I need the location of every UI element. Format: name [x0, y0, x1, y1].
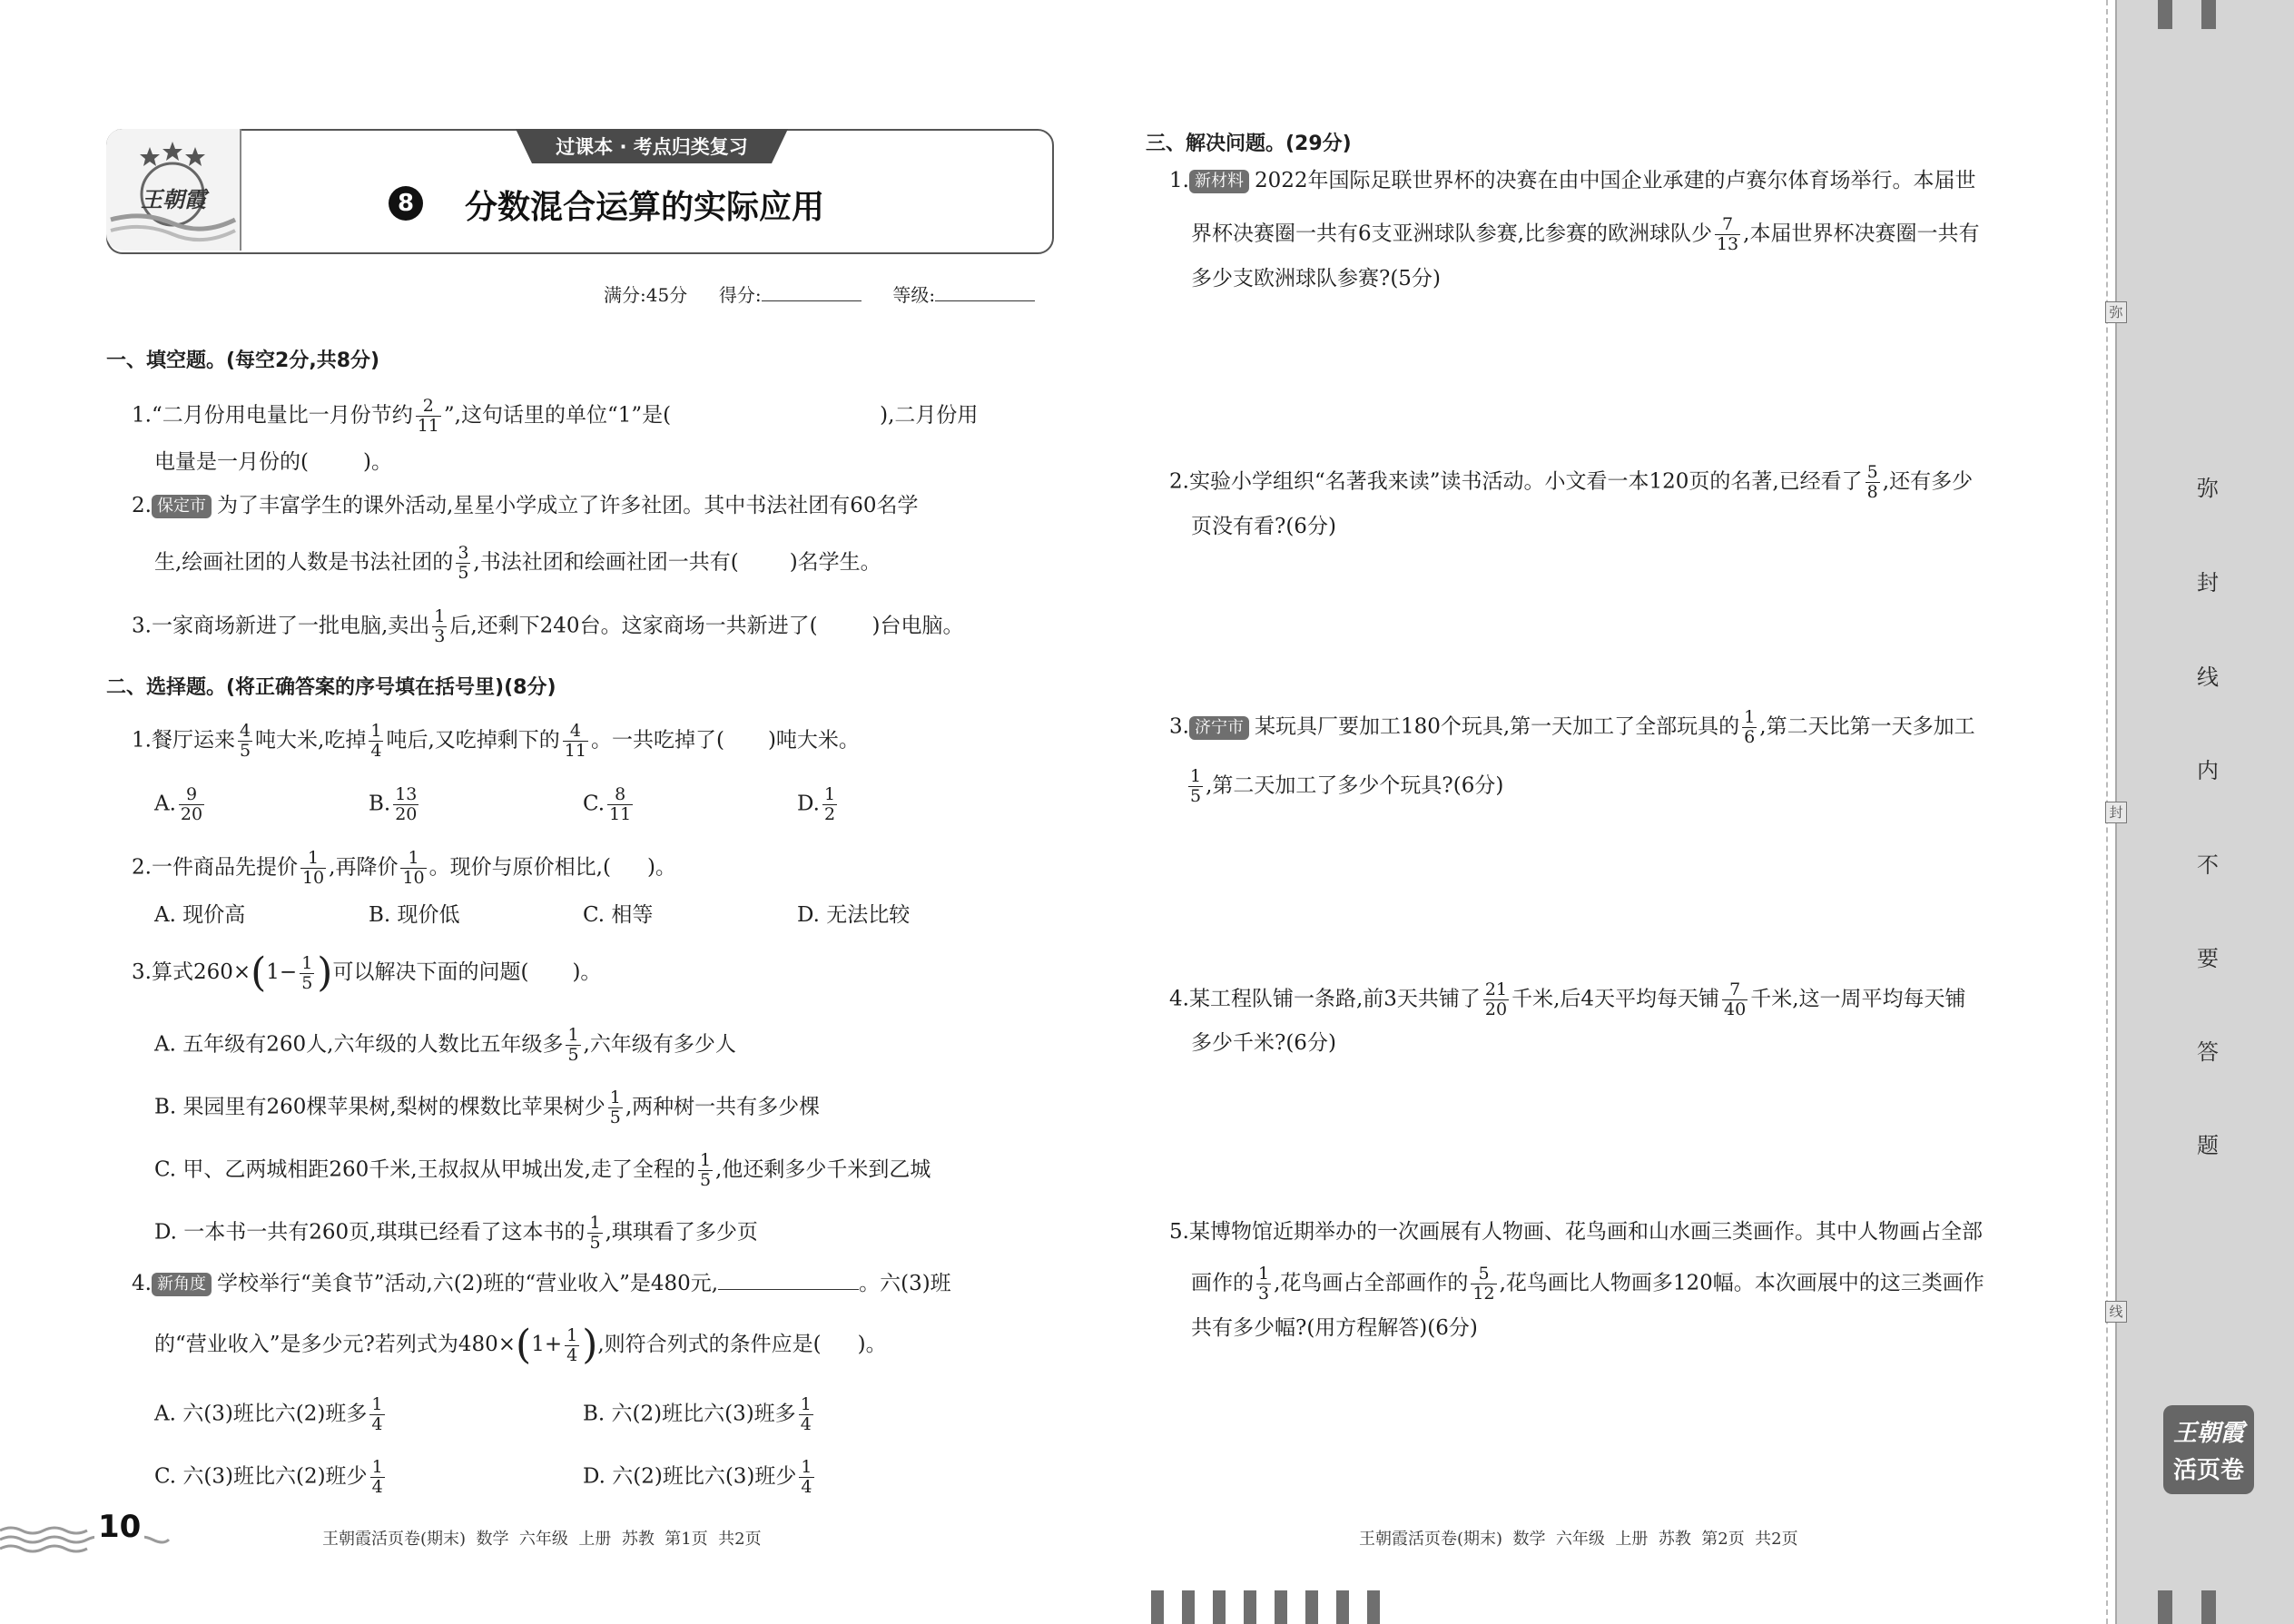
s2-q2 — [132, 849, 676, 888]
s3-q4-text: 千米,这一周平均每天铺 — [1750, 987, 1966, 1011]
section1-title: 一、填空题。(每空2分,共8分) — [106, 349, 380, 372]
s1-q2-line2 — [154, 544, 881, 583]
s1-q1-text: )。 — [362, 450, 392, 474]
s1-q1-text: 1.“二月份用电量比一月份节约 — [132, 403, 413, 428]
s2-q4-text: 学校举行“美食节”活动,六(2)班的“营业收入”是480元, — [216, 1272, 719, 1295]
sidebar-char: 内 — [2197, 758, 2219, 783]
s2-q4-text: )。 — [857, 1333, 887, 1356]
s3-q5-text: ,花鸟画占全部画作的 — [1274, 1271, 1469, 1295]
page-number-wave — [0, 1514, 172, 1563]
sidebar-char: 答 — [2197, 1039, 2219, 1065]
sidebar-char: 线 — [2197, 664, 2219, 690]
brand-logo-top: 王朝霞 — [2172, 1420, 2244, 1447]
fraction: $\frac{5}{12}$ — [1472, 1264, 1495, 1304]
s2-q4-text: 1+ — [531, 1333, 563, 1356]
s3-q3-line1 — [1169, 708, 1975, 747]
s1-q3-text: 3.一家商场新进了一批电脑,卖出 — [132, 614, 430, 638]
s1-q3-text: )台电脑。 — [871, 614, 964, 638]
s2-q4-text: 。六(3)班 — [859, 1272, 951, 1295]
s2-q1-option-b[interactable]: B. $\frac{13}{20}$ — [369, 784, 418, 824]
s2-q2-option-a[interactable]: A. 现价高 — [154, 903, 246, 927]
score-line — [604, 281, 1035, 309]
s2-q2-option-d[interactable]: D. 无法比较 — [797, 903, 911, 927]
question-number: 2. — [132, 494, 152, 517]
s3-q2-line1 — [1169, 463, 1973, 502]
fraction: $\frac{2}{11}$ — [417, 396, 439, 436]
fraction: $\frac{9}{20}$ — [180, 784, 203, 824]
s3-q5-line2 — [1191, 1265, 1984, 1304]
grade-blank[interactable] — [935, 300, 1035, 301]
s3-q4-text: 千米,后4天平均每天铺 — [1511, 987, 1720, 1011]
s3-q5-text: ,花鸟画比人物画多120幅。本次画展中的这三类画作 — [1499, 1271, 1984, 1295]
wave-decoration-icon — [0, 1514, 172, 1560]
fraction: $\frac{1}{5}$ — [301, 952, 313, 993]
registration-bar — [1305, 1590, 1318, 1624]
logo-text: 王朝霞 — [141, 186, 206, 212]
full-score: 满分:45分 — [604, 284, 688, 306]
sidebar-char: 不 — [2197, 852, 2219, 878]
s1-q2-text: 生,绘画社团的人数是书法社团的 — [154, 550, 454, 575]
page-title: 分数混合运算的实际应用 — [465, 189, 825, 226]
fraction: $\frac{1}{5}$ — [609, 1088, 621, 1127]
s2-q1-option-a[interactable]: A. $\frac{9}{20}$ — [154, 784, 203, 824]
s3-q5-line1: 5.某博物馆近期举办的一次画展有人物画、花鸟画和山水画三类画作。其中人物画占全部 — [1169, 1220, 1983, 1244]
fraction: $\frac{1}{2}$ — [823, 784, 836, 824]
lesson-number: 8 — [397, 190, 415, 217]
fraction: $\frac{1}{10}$ — [301, 848, 325, 888]
s1-q2-line1 — [132, 492, 919, 519]
sidebar-char: 弥 — [2197, 476, 2219, 501]
s3-q1-line2 — [1191, 215, 1979, 254]
s3-q3-line2 — [1186, 767, 1503, 806]
fraction: $\frac{1}{5}$ — [589, 1213, 601, 1253]
fraction: $\frac{1}{4}$ — [800, 1394, 812, 1434]
s3-q4-line2: 多少千米?(6分) — [1191, 1031, 1336, 1055]
fraction: $\frac{1}{10}$ — [402, 848, 425, 888]
score-label: 得分: — [718, 284, 762, 306]
s3-q3-text: ,第二天加工了多少个玩具?(6分) — [1206, 773, 1504, 798]
registration-bar — [1151, 1590, 1164, 1624]
s3-q3-text: 某玩具厂要加工180个玩具,第一天加工了全部玩具的 — [1254, 714, 1740, 739]
seal-char: 线 — [2105, 1301, 2127, 1323]
sidebar-char: 题 — [2197, 1133, 2219, 1158]
s1-q1-line2 — [154, 448, 392, 476]
fraction: $\frac{1}{4}$ — [801, 1457, 812, 1497]
bottom-bar — [2201, 1590, 2216, 1624]
footer-right: 王朝霞活页卷(期末) 数学 六年级 上册 苏教 第2页 共2页 — [1359, 1530, 1798, 1549]
s2-q4-option-d[interactable]: D. 六(2)班比六(3)班少 $\frac{1}{4}$ — [583, 1457, 812, 1497]
s3-q1-line3: 多少支欧洲球队参赛?(5分) — [1191, 267, 1441, 290]
s2-q2-text: ,再降价 — [329, 855, 399, 880]
s2-q2-text: 。现价与原价相比,( — [428, 855, 611, 880]
s2-q1 — [132, 722, 860, 761]
fraction: $\frac{1}{3}$ — [434, 606, 446, 646]
top-bar — [2201, 0, 2216, 29]
fraction: $\frac{1}{4}$ — [566, 1324, 578, 1365]
fraction: $\frac{1}{4}$ — [371, 1394, 383, 1434]
fraction: $\frac{1}{5}$ — [1190, 766, 1202, 806]
sidebar-char: 要 — [2197, 946, 2219, 971]
s2-q3-option-c[interactable]: C. 甲、乙两城相距260千米,王叔叔从甲城出发,走了全程的 $\frac{1}{5}$ ,他还剩多少千米到乙城 — [154, 1150, 931, 1190]
s2-q1-option-c[interactable]: C. $\frac{8}{11}$ — [583, 784, 632, 824]
s2-q3-option-d[interactable]: D. 一本书一共有260页,琪琪已经看了这本书的 $\frac{1}{5}$ ,琪琪看了多少页 — [154, 1213, 758, 1253]
fraction: $\frac{3}{5}$ — [458, 543, 469, 583]
s2-q3-text: 1− — [266, 960, 298, 984]
registration-bar — [1367, 1590, 1380, 1624]
s2-q4-line1 — [132, 1270, 951, 1297]
fraction: $\frac{4}{11}$ — [564, 721, 586, 761]
registration-bar — [1182, 1590, 1195, 1624]
s2-q2-text: 2.一件商品先提价 — [132, 855, 298, 880]
registration-bar — [1275, 1590, 1287, 1624]
s2-q3-text: 可以解决下面的问题( — [332, 960, 529, 984]
s3-q4-text: 4.某工程队铺一条路,前3天共铺了 — [1169, 987, 1481, 1011]
s2-q4-option-c[interactable]: C. 六(3)班比六(2)班少 $\frac{1}{4}$ — [154, 1457, 383, 1497]
fraction: $\frac{1}{6}$ — [1744, 707, 1756, 747]
brand-logo — [2163, 1405, 2254, 1494]
top-bar — [2158, 0, 2172, 29]
page-number: 10 — [94, 1509, 144, 1545]
fraction: $\frac{1}{5}$ — [699, 1150, 712, 1190]
grade-label: 等级: — [892, 284, 936, 306]
s2-q4-option-b[interactable]: B. 六(2)班比六(3)班多 $\frac{1}{4}$ — [583, 1394, 812, 1434]
source-tag: 保定市 — [152, 495, 212, 518]
registration-bar — [1244, 1590, 1256, 1624]
s3-q5-line3: 共有多少幅?(用方程解答)(6分) — [1191, 1316, 1478, 1340]
s3-q1-line1 — [1169, 167, 1976, 194]
lesson-number-badge — [389, 186, 423, 221]
question-number: 4. — [132, 1272, 152, 1295]
s2-q1-text: 吨后,又吃掉剩下的 — [386, 728, 560, 753]
s2-q1-option-d[interactable]: D. $\frac{1}{2}$ — [797, 784, 836, 824]
s1-q3-text: 后,还剩下240台。这家商场一共新进了( — [449, 614, 818, 638]
s1-q1-text: ”,这句话里的单位“1”是( — [443, 403, 672, 428]
sidebar-char: 封 — [2197, 570, 2219, 595]
s1-q1-text: ),二月份用 — [880, 403, 979, 428]
seal-char: 封 — [2105, 802, 2127, 823]
s2-q3: 3.算式260×(1− $\frac{1}{5}$ )可以解决下面的问题( )。 — [132, 950, 602, 996]
s2-q1-text: )吨大米。 — [767, 728, 860, 753]
s2-q4-text: ,则符合列式的条件应是( — [597, 1333, 822, 1356]
registration-bar — [1336, 1590, 1349, 1624]
question-number: 1. — [1169, 169, 1189, 192]
fraction: $\frac{4}{5}$ — [239, 721, 251, 761]
s3-q1-text: 界杯决赛圈一共有6支亚洲球队参赛,比参赛的欧洲球队少 — [1191, 221, 1712, 246]
fraction: $\frac{1}{5}$ — [567, 1025, 579, 1065]
fraction: $\frac{1}{4}$ — [371, 1457, 383, 1497]
bottom-bar — [2158, 1590, 2172, 1624]
s1-q2-text: ,书法社团和绘画社团一共有( — [473, 550, 739, 575]
s2-q4-text: 的“营业收入”是多少元?若列式为480× — [154, 1333, 517, 1356]
s2-q3-option-a[interactable]: A. 五年级有260人,六年级的人数比五年级多 $\frac{1}{5}$ ,六年级有多少人 — [154, 1025, 736, 1065]
source-tag: 新角度 — [152, 1273, 212, 1296]
s3-q2-text: 2.实验小学组织“名著我来读”读书活动。小文看一本120页的名著,已经看了 — [1169, 469, 1863, 494]
s2-q3-option-b[interactable]: B. 果园里有260棵苹果树,梨树的棵数比苹果树少 $\frac{1}{5}$ ,两种树一共有多少棵 — [154, 1088, 821, 1127]
binding-sidebar — [2115, 0, 2294, 1624]
footer-left: 王朝霞活页卷(期末) 数学 六年级 上册 苏教 第1页 共2页 — [322, 1530, 762, 1549]
registration-bar — [1213, 1590, 1226, 1624]
s3-q3-text: ,第二天比第一天多加工 — [1759, 714, 1975, 739]
s3-q1-text: ,本届世界杯决赛圈一共有 — [1743, 221, 1980, 246]
s3-q5-text: 画作的 — [1191, 1271, 1254, 1295]
s1-q2-text: 为了丰富学生的课外活动,星星小学成立了许多社团。其中书法社团有60名学 — [216, 494, 919, 517]
s3-q2-line2: 页没有看?(6分) — [1191, 515, 1336, 538]
fraction: $\frac{5}{8}$ — [1866, 462, 1878, 502]
s2-q1-text: 吨大米,吃掉 — [255, 728, 367, 753]
header-banner-text: 过课本 · 考点归类复习 — [556, 136, 748, 158]
answer-blank[interactable] — [718, 1289, 859, 1290]
question-number: 3. — [1169, 714, 1189, 739]
fraction: $\frac{21}{20}$ — [1484, 979, 1508, 1019]
s2-q3-text: )。 — [572, 960, 602, 984]
s2-q2-option-b[interactable]: B. 现价低 — [369, 903, 460, 927]
s2-q3-text: 3.算式260× — [132, 960, 251, 984]
fraction: $\frac{13}{20}$ — [395, 784, 418, 824]
s1-q3 — [132, 607, 964, 646]
s3-q1-text: 2022年国际足联世界杯的决赛在由中国企业承建的卢赛尔体育场举行。本届世 — [1254, 169, 1976, 192]
source-tag: 济宁市 — [1189, 716, 1249, 740]
fraction: $\frac{8}{11}$ — [609, 784, 632, 824]
s3-q2-text: ,还有多少 — [1882, 469, 1974, 494]
fraction: $\frac{7}{13}$ — [1716, 214, 1739, 254]
s2-q2-text: )。 — [646, 855, 676, 880]
score-blank[interactable] — [762, 300, 861, 301]
s1-q1-text: 电量是一月份的( — [154, 450, 309, 474]
s2-q4-line2: 的“营业收入”是多少元?若列式为480×(1+ $\frac{1}{4}$ ),则符合列式的条件应是( )。 — [154, 1322, 887, 1368]
s3-q4-line1 — [1169, 980, 1966, 1019]
source-tag: 新材料 — [1189, 170, 1249, 193]
s2-q1-text: 。一共吃掉了( — [590, 728, 724, 753]
logo-badge — [106, 129, 241, 251]
s1-q2-text: )名学生。 — [789, 550, 881, 575]
seal-char: 弥 — [2105, 301, 2127, 323]
s2-q4-option-a[interactable]: A. 六(3)班比六(2)班多 $\frac{1}{4}$ — [154, 1394, 383, 1434]
section3-title: 三、解决问题。(29分) — [1146, 133, 1352, 155]
fraction: $\frac{1}{4}$ — [370, 721, 382, 761]
fraction: $\frac{1}{3}$ — [1258, 1264, 1270, 1304]
brand-logo-bottom: 活页卷 — [2172, 1457, 2244, 1484]
s1-q1-line1 — [132, 397, 978, 436]
section2-title: 二、选择题。(将正确答案的序号填在括号里)(8分) — [106, 676, 556, 699]
s2-q2-option-c[interactable]: C. 相等 — [583, 903, 654, 927]
fraction: $\frac{7}{40}$ — [1724, 979, 1747, 1019]
s2-q1-text: 1.餐厅运来 — [132, 728, 235, 753]
